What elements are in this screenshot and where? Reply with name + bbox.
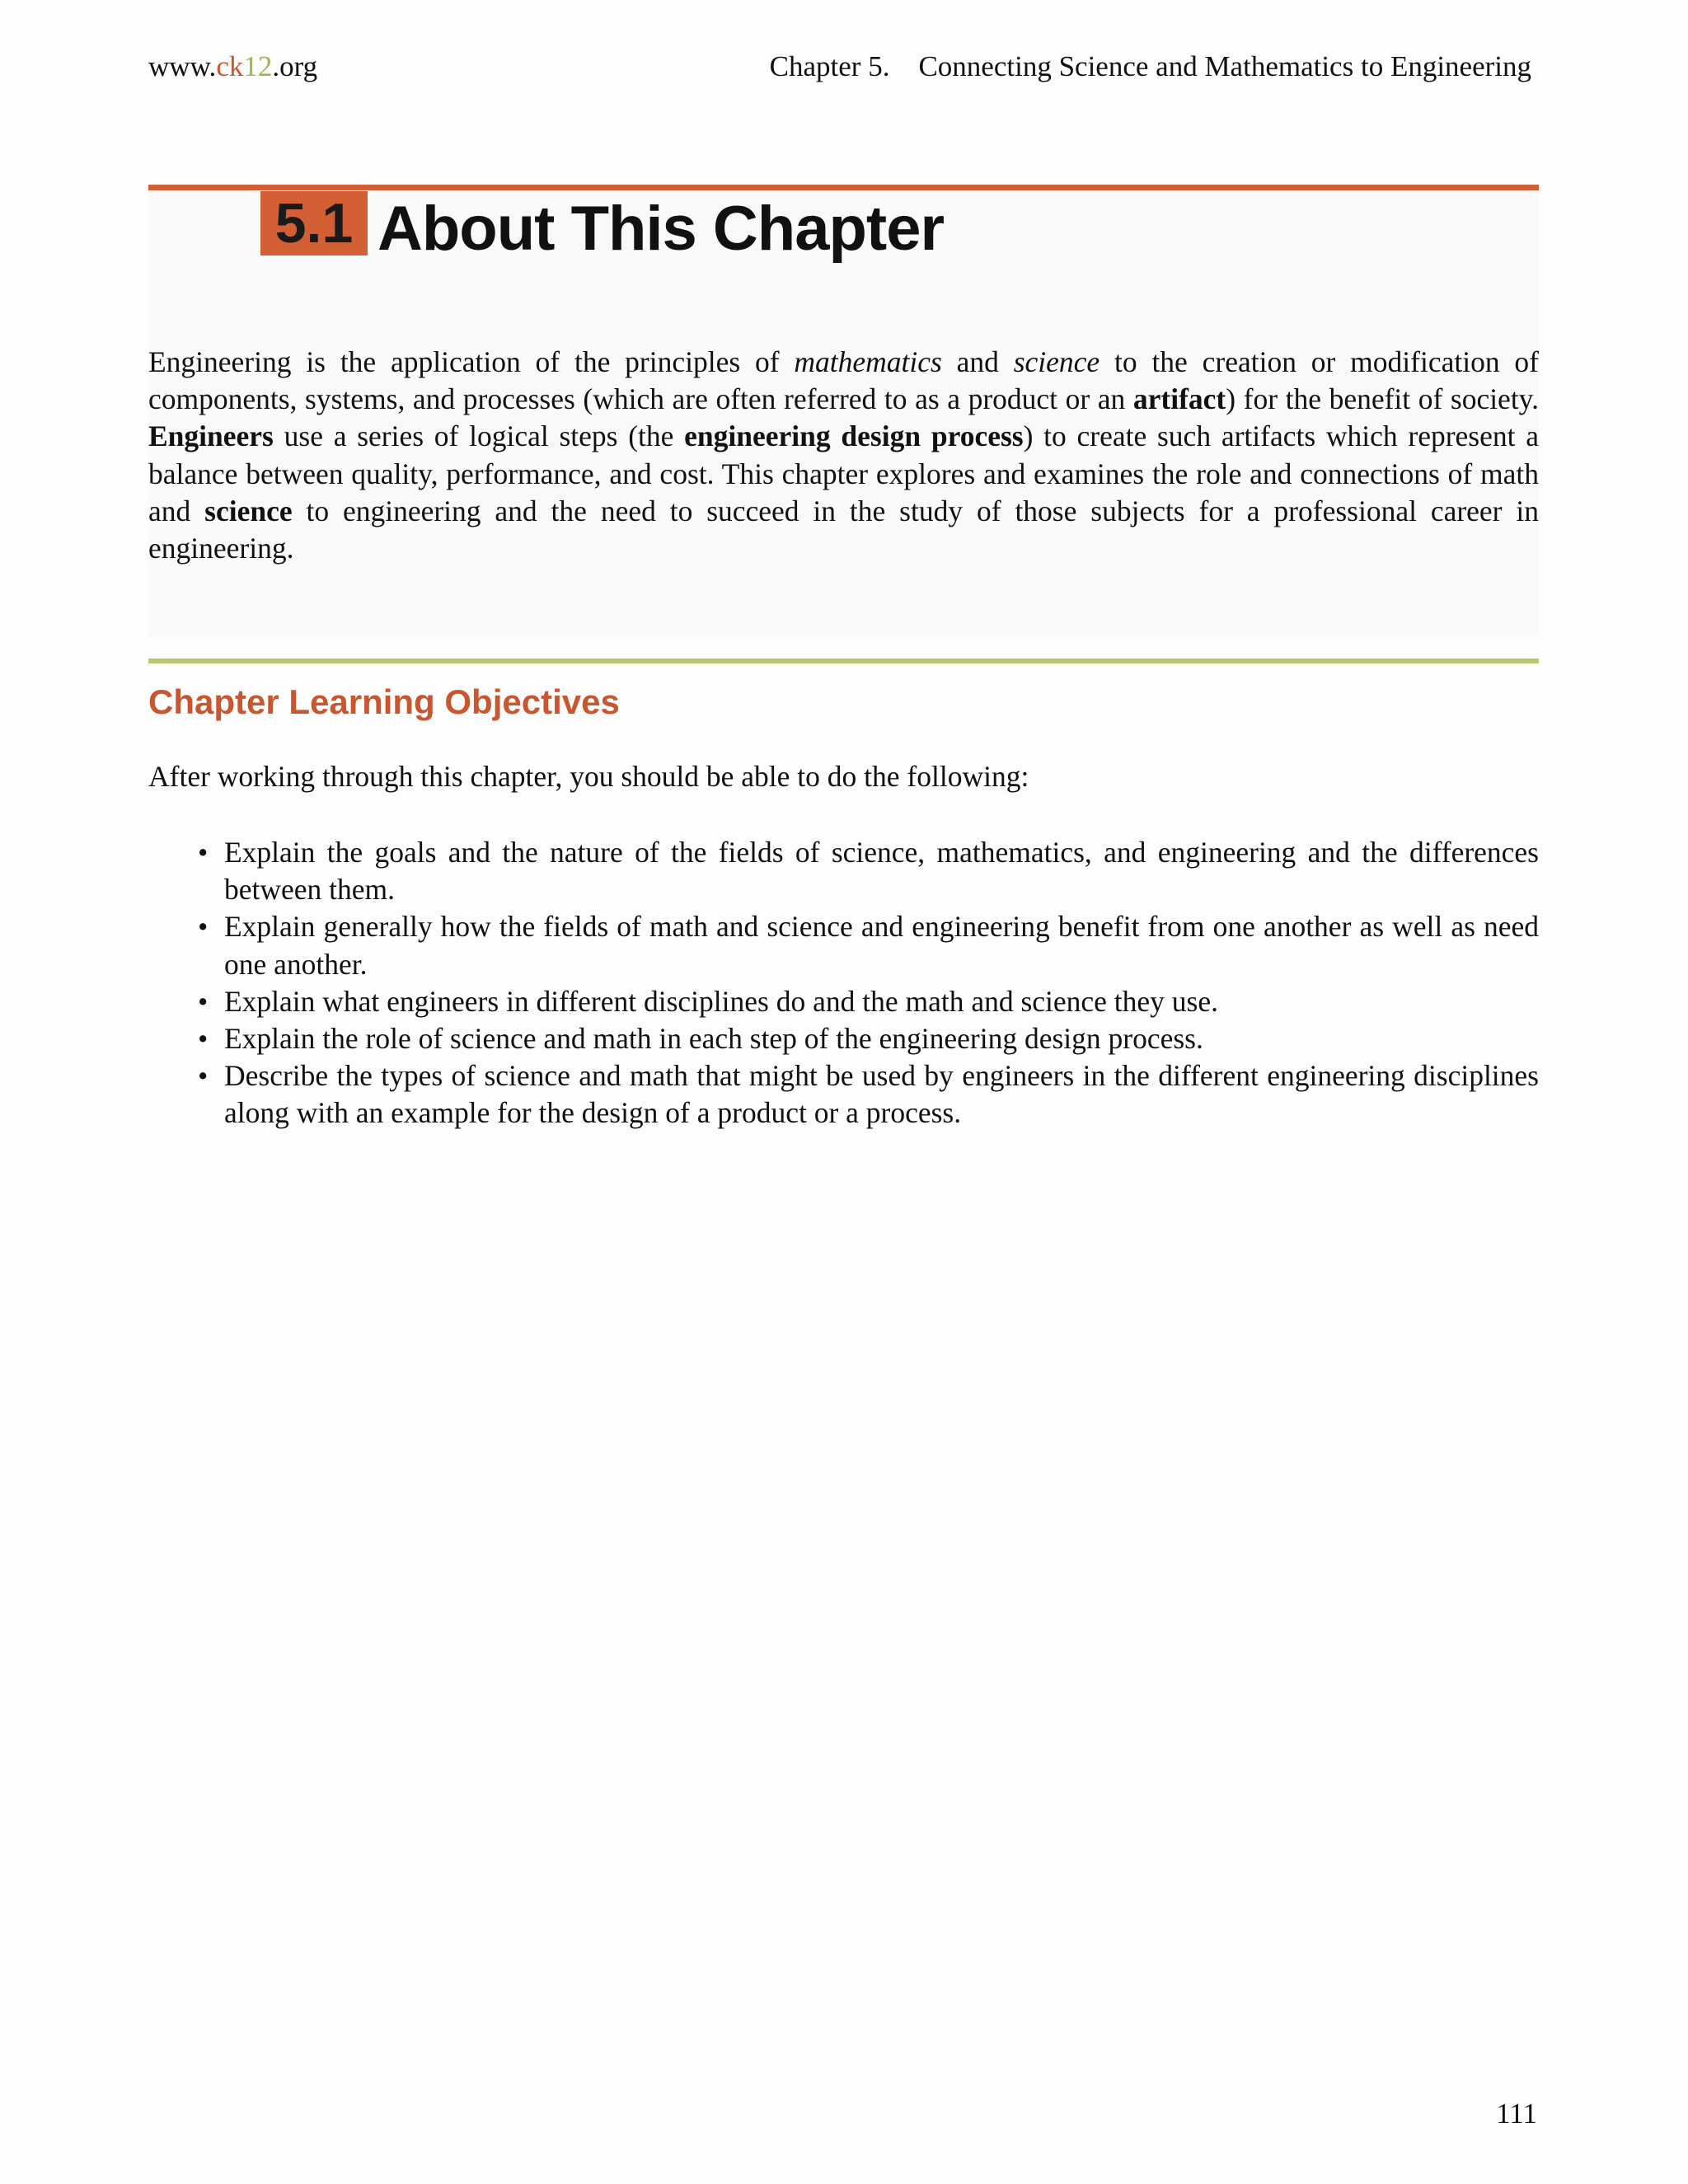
subsection-rule	[148, 658, 1539, 663]
running-head: Chapter 5. Connecting Science and Mathematics to Engineering	[769, 50, 1531, 82]
site-url-12: 12	[243, 50, 273, 82]
site-url-ck: ck	[216, 50, 244, 82]
section-number: 5.1	[260, 191, 368, 255]
bullet-icon: •	[198, 1060, 209, 1093]
term-engineers: Engineers	[148, 419, 274, 453]
objectives-lead: After working through this chapter, you should be able to do the following:	[148, 760, 1029, 793]
intro-text-7: to engineering and the need to succeed in the study of those subjects for a professional career in engineering.	[148, 494, 1539, 565]
objective-item	[198, 983, 1539, 1020]
page-header	[148, 46, 1531, 87]
objective-item	[198, 1057, 1539, 1132]
objective-item	[198, 908, 1539, 982]
intro-text-2: and	[941, 345, 1014, 378]
intro-text-5: use a series of logical steps (the	[273, 419, 685, 453]
intro-paragraph	[148, 344, 1539, 567]
site-url-suffix: .org	[272, 50, 318, 82]
intro-text-3: to the creation or modification of components, systems, and processes (which are often referred to as a product or an	[148, 345, 1539, 416]
site-url-prefix: www.	[148, 50, 217, 82]
objective-item	[198, 834, 1539, 908]
site-url	[148, 46, 317, 87]
term-mathematics: mathematics	[794, 345, 942, 378]
section-title: About This Chapter	[377, 194, 945, 264]
objective-text: Explain generally how the fields of math and science and engineering benefit from one another as well as need one another.	[224, 910, 1539, 981]
objective-text: Describe the types of science and math that might be used by engineers in the different engineering disciplines along with an example for the design of a product or a process.	[224, 1059, 1539, 1130]
objective-item	[198, 1020, 1539, 1057]
bullet-icon: •	[198, 837, 209, 869]
term-artifact: artifact	[1132, 382, 1226, 416]
term-science-italic: science	[1013, 345, 1100, 378]
objective-text: Explain the role of science and math in each step of the engineering design process.	[224, 1022, 1203, 1056]
subsection-title: Chapter Learning Objectives	[148, 682, 620, 721]
intro-text-4: ) for the benefit of society.	[1226, 382, 1539, 416]
objective-text: Explain what engineers in different disciplines do and the math and science they use.	[224, 984, 1218, 1018]
intro-text-6: ) to create such artifacts which represent a balance between quality, performance, and cost. This chapter explores and examines the role and connections of math and	[148, 419, 1539, 527]
page-number: 111	[1496, 2097, 1537, 2130]
term-science-bold: science	[204, 494, 293, 527]
term-engineering-design-process: engineering design process	[684, 419, 1024, 453]
intro-text-1: Engineering is the application of the principles of	[148, 345, 795, 378]
bullet-icon: •	[198, 911, 209, 944]
bullet-icon: •	[198, 985, 209, 1018]
bullet-icon: •	[198, 1023, 209, 1056]
objectives-list	[198, 834, 1539, 1132]
objective-text: Explain the goals and the nature of the fields of science, mathematics, and engineering and the differences between them.	[224, 836, 1539, 907]
